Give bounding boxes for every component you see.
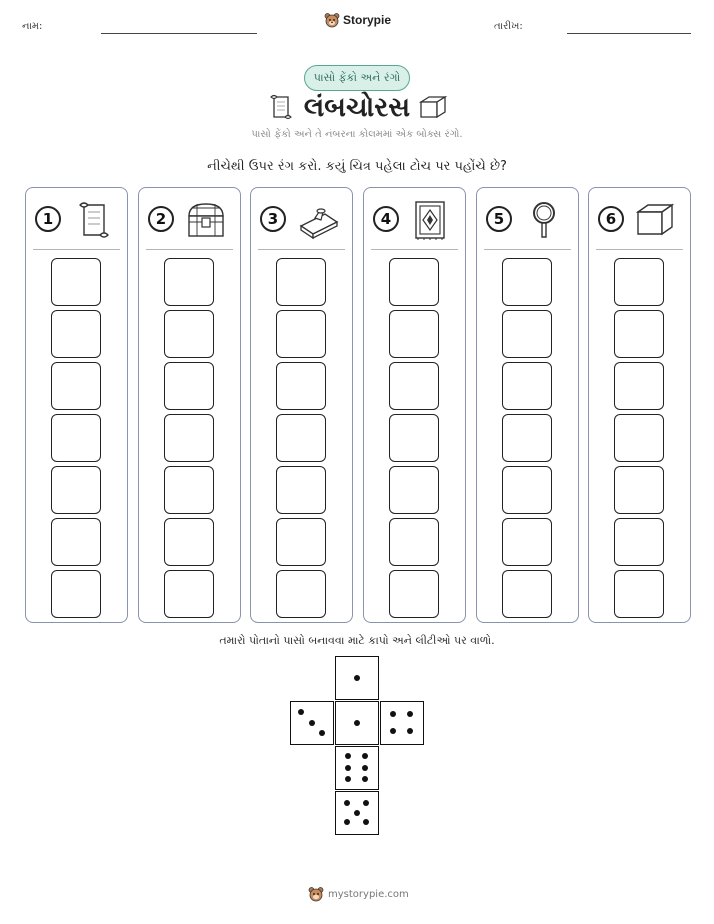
die-pip <box>345 776 351 782</box>
color-box[interactable] <box>389 310 439 358</box>
column-number: 1 <box>35 206 61 232</box>
die-pip <box>344 800 350 806</box>
die-pip <box>407 728 413 734</box>
name-label: નામ: <box>22 21 43 32</box>
color-box[interactable] <box>51 570 101 618</box>
color-box[interactable] <box>164 310 214 358</box>
color-box[interactable] <box>614 362 664 410</box>
die-pip <box>345 765 351 771</box>
color-box[interactable] <box>51 466 101 514</box>
color-box[interactable] <box>276 310 326 358</box>
cube-icon <box>418 94 448 120</box>
color-box[interactable] <box>276 466 326 514</box>
die-face <box>335 791 379 835</box>
bear-face-icon <box>324 12 340 28</box>
color-box[interactable] <box>276 414 326 462</box>
color-box[interactable] <box>389 258 439 306</box>
question-text: નીચેથી ઉપર રંગ કરો. કયું ચિત્ર પહેલા ટોચ પર પહોંચે છે? <box>207 159 507 174</box>
column-number: 5 <box>486 206 512 232</box>
footer <box>308 886 409 902</box>
treasure-chest-icon <box>185 200 227 240</box>
color-box[interactable] <box>502 570 552 618</box>
color-box[interactable] <box>51 518 101 566</box>
die-pip <box>407 711 413 717</box>
color-box[interactable] <box>389 518 439 566</box>
die-face <box>335 701 379 745</box>
rug-icon <box>410 200 452 240</box>
color-box[interactable] <box>164 570 214 618</box>
die-pip <box>363 800 369 806</box>
die-pip <box>363 819 369 825</box>
column-5 <box>476 187 579 623</box>
color-box[interactable] <box>614 258 664 306</box>
footer-website: mystorypie.com <box>328 888 409 900</box>
date-label: તારીખ: <box>494 21 523 32</box>
color-box[interactable] <box>502 362 552 410</box>
color-box[interactable] <box>164 414 214 462</box>
die-pip <box>390 711 396 717</box>
die-face <box>380 701 424 745</box>
color-box[interactable] <box>502 414 552 462</box>
color-box[interactable] <box>502 310 552 358</box>
die-pip <box>354 720 360 726</box>
color-box[interactable] <box>51 414 101 462</box>
color-box[interactable] <box>276 362 326 410</box>
color-box[interactable] <box>164 466 214 514</box>
page-title: લંબચોરસ <box>303 92 411 123</box>
die-pip <box>362 776 368 782</box>
column-3 <box>250 187 353 623</box>
die-pip <box>298 709 304 715</box>
color-box[interactable] <box>389 414 439 462</box>
color-box[interactable] <box>276 570 326 618</box>
color-box[interactable] <box>389 362 439 410</box>
color-box[interactable] <box>502 466 552 514</box>
color-box[interactable] <box>389 466 439 514</box>
color-box[interactable] <box>51 310 101 358</box>
date-line[interactable] <box>567 33 691 34</box>
stamp-icon <box>297 200 339 240</box>
instructions-subtitle: પાસો ફેંકો અને તે નંબરના કોલમમાં એક બોક્સ રંગો. <box>251 129 463 140</box>
die-face <box>290 701 334 745</box>
color-box[interactable] <box>502 518 552 566</box>
die-pip <box>362 753 368 759</box>
scroll-icon <box>72 200 114 240</box>
die-face <box>335 746 379 790</box>
color-box[interactable] <box>276 258 326 306</box>
color-box[interactable] <box>502 258 552 306</box>
column-number: 4 <box>373 206 399 232</box>
color-box[interactable] <box>614 466 664 514</box>
die-pip <box>362 765 368 771</box>
die-pip <box>345 753 351 759</box>
color-box[interactable] <box>51 258 101 306</box>
cut-instruction: તમારો પોતાનો પાસો બનાવવા માટે કાપો અને લીટીઓ પર વાળો. <box>219 634 495 647</box>
color-box[interactable] <box>614 414 664 462</box>
die-pip <box>319 730 325 736</box>
name-line[interactable] <box>101 33 257 34</box>
die-pip <box>354 675 360 681</box>
column-6 <box>588 187 691 623</box>
column-1 <box>25 187 128 623</box>
color-box[interactable] <box>614 518 664 566</box>
column-number: 6 <box>598 206 624 232</box>
color-box[interactable] <box>51 362 101 410</box>
color-box[interactable] <box>389 570 439 618</box>
color-box[interactable] <box>276 518 326 566</box>
die-pip <box>309 720 315 726</box>
column-4 <box>363 187 466 623</box>
activity-pill: પાસો ફેંકો અને રંગો <box>304 65 410 91</box>
color-box[interactable] <box>164 258 214 306</box>
brand-name: Storypie <box>343 13 392 27</box>
column-2 <box>138 187 241 623</box>
color-box[interactable] <box>614 310 664 358</box>
column-number: 2 <box>148 206 174 232</box>
die-pip <box>390 728 396 734</box>
storypie-logo <box>324 12 391 28</box>
color-box[interactable] <box>614 570 664 618</box>
cube-icon <box>635 200 677 240</box>
die-pip <box>344 819 350 825</box>
color-box[interactable] <box>164 518 214 566</box>
color-box[interactable] <box>164 362 214 410</box>
bear-face-icon <box>308 886 324 902</box>
magnifying-glass-icon <box>523 200 565 240</box>
die-face <box>335 656 379 700</box>
column-number: 3 <box>260 206 286 232</box>
die-pip <box>354 810 360 816</box>
